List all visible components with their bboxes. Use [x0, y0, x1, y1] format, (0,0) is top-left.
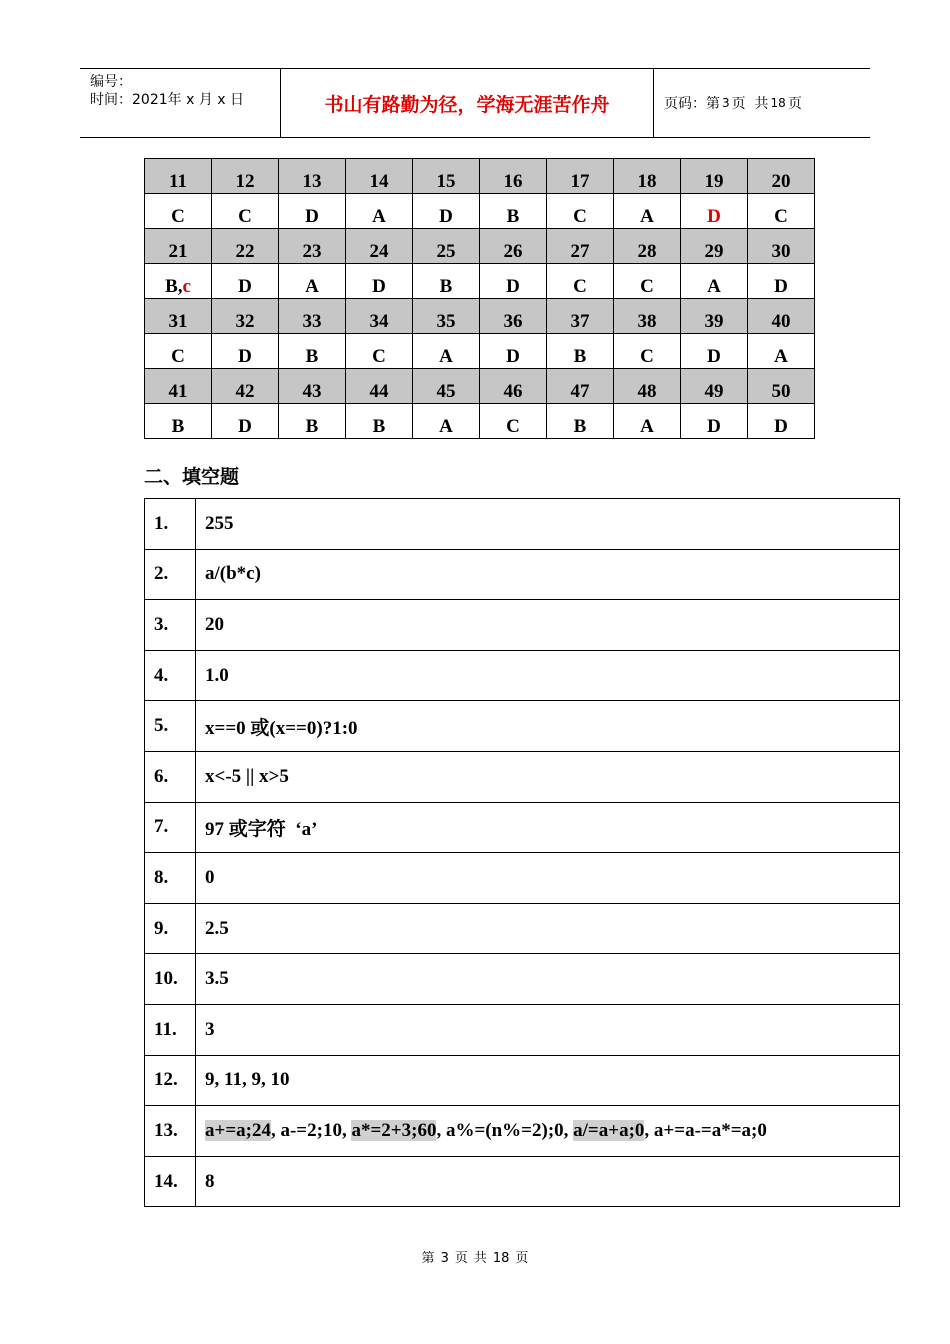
answer-letter: [145, 264, 212, 299]
answer-number: 36: [480, 299, 547, 334]
answer-number: 28: [614, 229, 681, 264]
answer-letter: D: [748, 404, 815, 439]
question-answer: 0: [196, 853, 900, 904]
answer-number: 33: [279, 299, 346, 334]
footer-page-total: 18: [492, 1251, 510, 1266]
page-footer: [0, 1247, 950, 1266]
answer-number: 50: [748, 369, 815, 404]
footer-page-current: 3: [440, 1251, 449, 1266]
answer-letter: A: [413, 334, 480, 369]
answer-number: 14: [346, 159, 413, 194]
answer-letter: D: [212, 264, 279, 299]
answer-number: 48: [614, 369, 681, 404]
answer-letter: A: [346, 194, 413, 229]
page-current: 3: [722, 96, 730, 110]
question-number: 6.: [145, 751, 196, 802]
answer-number: 38: [614, 299, 681, 334]
question-answer: x==0 或(x==0)?1:0: [196, 701, 900, 752]
answer-number: 35: [413, 299, 480, 334]
answer-letter: D: [681, 404, 748, 439]
answer-letter: B: [480, 194, 547, 229]
answer-number: 30: [748, 229, 815, 264]
page-total: 18: [770, 96, 786, 110]
answer-number: 17: [547, 159, 614, 194]
time-month: x: [186, 92, 195, 108]
answer-letter: A: [748, 334, 815, 369]
time-line: [90, 91, 244, 109]
table-row: [145, 751, 900, 802]
header-motto: 书山有路勤为径，学海无涯苦作舟: [281, 69, 654, 137]
table-row: [145, 1004, 900, 1055]
page-header: [80, 68, 870, 138]
answer-letter: C: [547, 194, 614, 229]
answer-letter: D: [279, 194, 346, 229]
question-answer: 8: [196, 1156, 900, 1207]
question-number: 4.: [145, 650, 196, 701]
answer-letter: D: [681, 334, 748, 369]
question-number: 7.: [145, 802, 196, 853]
answer-number: 25: [413, 229, 480, 264]
answer-text: , a-=2;10,: [270, 1119, 352, 1141]
question-number: 9.: [145, 903, 196, 954]
footer-text: 页: [454, 1251, 468, 1266]
answer-number: 34: [346, 299, 413, 334]
question-number: 8.: [145, 853, 196, 904]
answer-number: 37: [547, 299, 614, 334]
answer-letter: B: [145, 404, 212, 439]
answer-letter-extra: c: [182, 276, 191, 297]
answer-number: 47: [547, 369, 614, 404]
answer-letter: B: [279, 404, 346, 439]
fill-in-table: [144, 498, 900, 1207]
answer-letter-row: [145, 194, 815, 229]
answer-letter: C: [145, 334, 212, 369]
question-answer: 3: [196, 1004, 900, 1055]
question-answer: 3.5: [196, 954, 900, 1005]
table-row: [145, 954, 900, 1005]
highlighted-answer: a*=2+3;60: [351, 1119, 437, 1141]
footer-text: 页: [515, 1251, 529, 1266]
answer-letter: B: [547, 404, 614, 439]
question-answer: 20: [196, 600, 900, 651]
answer-letter: D: [212, 334, 279, 369]
answer-letter: C: [614, 264, 681, 299]
header-page-info: [654, 69, 870, 137]
answer-letter: D: [681, 194, 748, 229]
table-row: [145, 499, 900, 550]
page-label: 页码：第: [664, 96, 720, 112]
table-row: [145, 903, 900, 954]
answer-number: 19: [681, 159, 748, 194]
answer-number: 46: [480, 369, 547, 404]
answer-letter: D: [212, 404, 279, 439]
question-number: 1.: [145, 499, 196, 550]
question-answer: 97 或字符 ‘a’: [196, 802, 900, 853]
answer-number: 27: [547, 229, 614, 264]
question-answer: 2.5: [196, 903, 900, 954]
answer-letter: B: [279, 334, 346, 369]
answer-letter: B: [547, 334, 614, 369]
total-label: 共: [754, 96, 769, 112]
section-title: 二、填空题: [144, 466, 240, 488]
answer-letter: D: [480, 334, 547, 369]
answer-letter: D: [346, 264, 413, 299]
question-answer: a/(b*c): [196, 549, 900, 600]
question-answer: [196, 1106, 900, 1157]
answer-number-row: [145, 159, 815, 194]
table-row: [145, 853, 900, 904]
table-row: [145, 701, 900, 752]
question-number: 13.: [145, 1106, 196, 1157]
answer-number: 11: [145, 159, 212, 194]
table-row: [145, 549, 900, 600]
answer-text: , a%=(n%=2);0,: [436, 1119, 574, 1141]
answer-number: 43: [279, 369, 346, 404]
answer-number-row: [145, 369, 815, 404]
answer-letter-main: B,: [165, 276, 183, 297]
table-row: [145, 1156, 900, 1207]
question-answer: 9, 11, 9, 10: [196, 1055, 900, 1106]
answer-grid: [144, 158, 815, 439]
answer-letter: A: [279, 264, 346, 299]
answer-letter: A: [614, 404, 681, 439]
footer-text: 第: [421, 1251, 435, 1266]
answer-letter: C: [748, 194, 815, 229]
table-row: [145, 600, 900, 651]
answer-letter: C: [614, 334, 681, 369]
answer-number: 49: [681, 369, 748, 404]
question-number: 3.: [145, 600, 196, 651]
answer-letter: C: [547, 264, 614, 299]
answer-letter-row: [145, 264, 815, 299]
header-meta: [80, 69, 281, 137]
table-row: [145, 650, 900, 701]
answer-number: 16: [480, 159, 547, 194]
question-number: 12.: [145, 1055, 196, 1106]
question-answer: 1.0: [196, 650, 900, 701]
time-year: 2021: [132, 92, 168, 108]
question-number: 5.: [145, 701, 196, 752]
answer-letter-row: [145, 404, 815, 439]
answer-letter-row: [145, 334, 815, 369]
question-answer: x<-5 || x>5: [196, 751, 900, 802]
answer-letter: A: [681, 264, 748, 299]
answer-number: 21: [145, 229, 212, 264]
answer-number: 41: [145, 369, 212, 404]
time-day-unit: 日: [230, 92, 245, 108]
answer-number: 44: [346, 369, 413, 404]
answer-number: 18: [614, 159, 681, 194]
answer-number: 39: [681, 299, 748, 334]
answer-number: 29: [681, 229, 748, 264]
question-number: 2.: [145, 549, 196, 600]
answer-number: 42: [212, 369, 279, 404]
answer-number: 20: [748, 159, 815, 194]
answer-number: 26: [480, 229, 547, 264]
answer-letter: C: [212, 194, 279, 229]
answer-letter: D: [748, 264, 815, 299]
answer-letter: C: [346, 334, 413, 369]
answer-letter: A: [413, 404, 480, 439]
question-answer: 255: [196, 499, 900, 550]
answer-letter: B: [346, 404, 413, 439]
answer-letter: D: [413, 194, 480, 229]
answer-number: 15: [413, 159, 480, 194]
answer-number: 45: [413, 369, 480, 404]
time-label: 时间：: [90, 92, 132, 108]
table-row: [145, 1055, 900, 1106]
answer-number: 23: [279, 229, 346, 264]
page-unit: 页: [731, 96, 746, 112]
answer-number: 24: [346, 229, 413, 264]
answer-letter: C: [145, 194, 212, 229]
question-number: 11.: [145, 1004, 196, 1055]
highlighted-answer: a+=a;24: [205, 1119, 271, 1141]
answer-text: , a+=a-=a*=a;0: [644, 1119, 767, 1141]
answer-number-row: [145, 229, 815, 264]
serial-label: 编号：: [90, 74, 132, 90]
footer-text: 共: [473, 1251, 487, 1266]
answer-number: 12: [212, 159, 279, 194]
time-day: x: [217, 92, 226, 108]
highlighted-answer: a/=a+a;0: [573, 1119, 645, 1141]
table-row: [145, 1106, 900, 1157]
answer-number: 13: [279, 159, 346, 194]
answer-number: 31: [145, 299, 212, 334]
answer-letter: A: [614, 194, 681, 229]
answer-letter: D: [480, 264, 547, 299]
question-number: 10.: [145, 954, 196, 1005]
answer-letter: C: [480, 404, 547, 439]
answer-number: 32: [212, 299, 279, 334]
table-row: [145, 802, 900, 853]
question-number: 14.: [145, 1156, 196, 1207]
answer-number: 22: [212, 229, 279, 264]
answer-letter: B: [413, 264, 480, 299]
total-unit: 页: [787, 96, 802, 112]
time-month-unit: 月: [198, 92, 213, 108]
answer-number-row: [145, 299, 815, 334]
answer-number: 40: [748, 299, 815, 334]
time-year-unit: 年: [167, 92, 182, 108]
